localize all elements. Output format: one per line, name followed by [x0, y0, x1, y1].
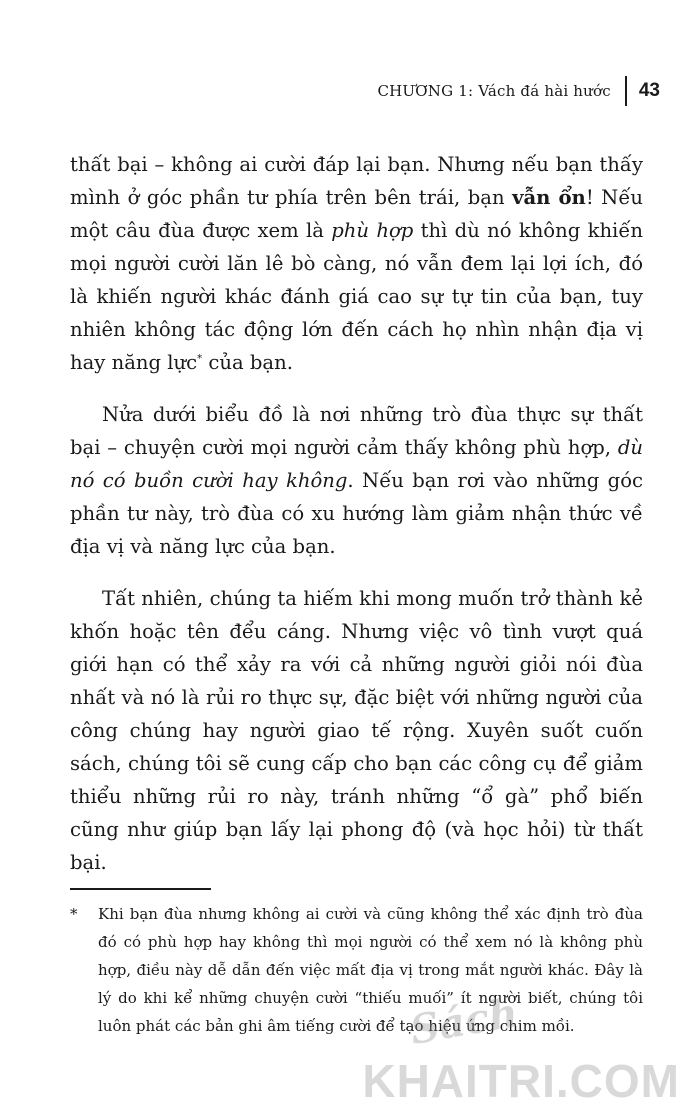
running-header [377, 76, 660, 106]
footnote-rule [70, 888, 211, 890]
chapter-title: CHƯƠNG 1: Vách đá hài hước [377, 82, 611, 100]
footnote-text: Khi bạn đùa nhưng không ai cười và cũng không thể xác định trò đùa đó có phù hợp hay không thì mọi người có thể xem nó là không phù hợp, điều này dễ dẫn đến việc mất địa vị trong mắt người khác. Đây là lý do khi kể những chuyện cười “thiếu muối” ít người biết, chúng tôi luôn phát các bản ghi âm tiếng cười để tạo hiệu ứng chim mồi. [98, 905, 643, 1035]
paragraph-2 [70, 398, 643, 563]
header-divider [625, 76, 627, 106]
footnote-ref: * [197, 353, 203, 365]
paragraph-3: Tất nhiên, chúng ta hiếm khi mong muốn trở thành kẻ khốn hoặc tên đểu cáng. Nhưng việc vô tình vượt quá giới hạn có thể xảy ra với cả những người giỏi nói đùa nhất và nó là rủi ro thực sự, đặc biệt với những người của công chúng hay người giao tế rộng. Xuyên suốt cuốn sách, chúng tôi sẽ cung cấp cho bạn các công cụ để giảm thiểu những rủi ro này, tránh những “ổ gà” phổ biến cũng như giúp bạn lấy lại phong độ (và học hỏi) từ thất bại. [70, 587, 643, 874]
p1-text-f: của bạn. [202, 351, 293, 374]
page-number: 43 [638, 80, 660, 101]
p2-text-c: . Nếu bạn rơi vào những góc phần tư này, trò đùa có xu hướng làm giảm nhận thức về địa vị và năng lực của bạn. [70, 469, 643, 558]
watermark [362, 988, 680, 1108]
p1-text-e: thì dù nó không khiến mọi người cười lăn lê bò càng, nó vẫn đem lại lợi ích, đó là khiến người khác đánh giá cao sự tự tin của bạn, tuy nhiên không tác động lớn đến cách họ nhìn nhận địa vị hay năng lực [70, 219, 643, 374]
p1-text-a: thất bại – không ai cười đáp lại bạn. Nhưng nếu bạn thấy mình ở góc phần tư phía trên bên trái, bạn [70, 153, 643, 209]
body-text [70, 148, 643, 898]
p2-italic: dù nó có buồn cười hay không [70, 436, 643, 492]
p1-bold: vẫn ổn [512, 186, 586, 209]
paragraph-1 [70, 148, 643, 379]
watermark-brand: KHAITRI.COM [362, 1055, 680, 1107]
p1-italic: phù hợp [331, 219, 414, 242]
watermark-script: Sách [406, 988, 522, 1055]
footnote-mark: * [70, 905, 78, 923]
p2-text-a: Nửa dưới biểu đồ là nơi những trò đùa thực sự thất bại – chuyện cười mọi người cảm thấy không phù hợp, [70, 403, 643, 459]
p1-text-c: ! Nếu một câu đùa được xem là [70, 186, 644, 242]
